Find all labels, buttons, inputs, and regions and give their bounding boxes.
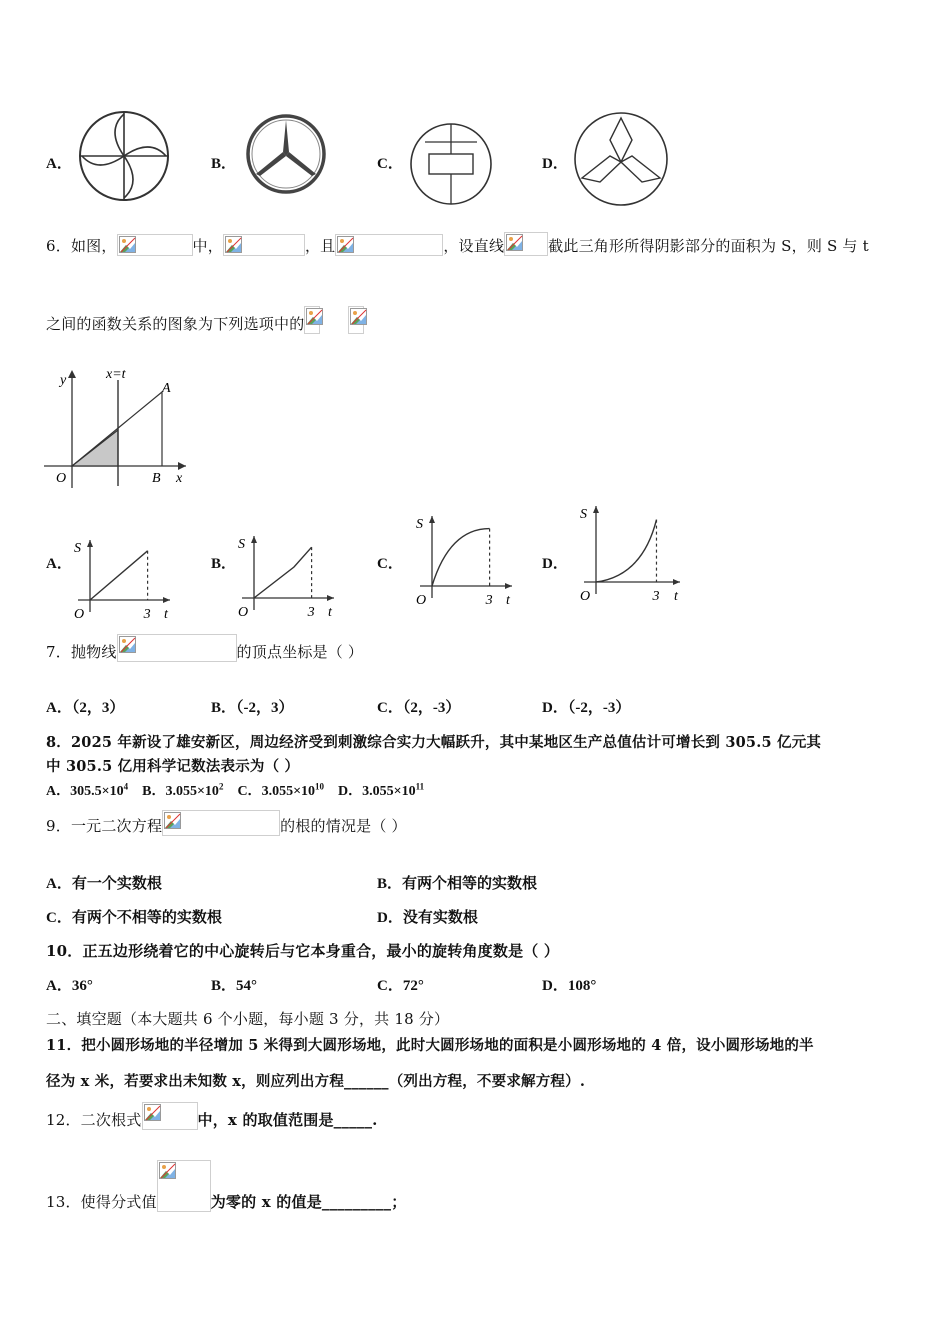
label-origin: O [416, 593, 427, 608]
q6-axis-x-label: x [176, 471, 183, 486]
q9-option-c: C．有两个不相等的实数根 [46, 910, 222, 926]
q6-option-a-graph [68, 522, 178, 622]
broken-image-icon [304, 306, 320, 334]
q6-stem-line2 [46, 306, 364, 334]
q6-origin-label: O [56, 471, 67, 486]
q5-option-b-label: B． [211, 156, 237, 172]
q5-figure-d-three-diamonds [572, 110, 670, 208]
q6-text-2: ，且 [304, 237, 336, 255]
q8-option-a: A．$305.5\times 10^4$ [46, 781, 129, 799]
axis-t-arrow [327, 595, 334, 601]
axis-t-arrow [673, 579, 680, 585]
q6-text-1: 中， [192, 237, 223, 255]
q6-number: 6．如图， [46, 237, 117, 255]
label-three: 3 [307, 605, 315, 618]
label-origin: O [238, 605, 249, 618]
q9-option-b: B．有两个相等的实数根 [377, 876, 538, 892]
q6-axis-y-label: y [60, 373, 67, 388]
q6-option-b-graph [232, 518, 342, 618]
q8-stem-line2: 中 305.5 亿用科学记数法表示为（ ） [46, 758, 300, 775]
broken-image-icon [117, 634, 237, 662]
q7-pre: 7．抛物线 [46, 643, 117, 661]
broken-image-glyph [337, 236, 355, 254]
q8-options [46, 780, 424, 800]
q11-stem-line1: 11．把小圆形场地的半径增加 5 米得到大圆形场地，此时大圆形场地的面积是小圆形场地的 4 倍，设小圆形场地的半 [46, 1037, 814, 1054]
q12-stem [46, 1102, 378, 1130]
q8-option-d: D．$3.055\times 10^{11}$ [338, 781, 425, 799]
broken-image-icon [157, 1160, 211, 1212]
label-t: t [674, 589, 678, 604]
broken-image-glyph [164, 812, 182, 830]
q6-text-4: 截此三角形所得阴影部分的面积为 S，则 S 与 t [548, 237, 869, 255]
broken-image-glyph [159, 1162, 177, 1180]
q5-figure-c-circle-rect [407, 120, 495, 208]
q10-option-c: C．72° [377, 978, 424, 994]
q9-pre: 9．一元二次方程 [46, 817, 163, 835]
label-origin: O [580, 589, 591, 604]
q6-option-c-label: C． [377, 556, 403, 572]
broken-image-glyph [306, 308, 324, 326]
q9-option-a: A．有一个实数根 [46, 876, 162, 892]
q13-pre: 13．使得分式值 [46, 1193, 157, 1211]
q10-option-d: D．108° [542, 978, 597, 994]
q5-option-a-label: A． [46, 156, 72, 172]
curve-s-of-t [254, 547, 312, 598]
q7-option-d: D．（-2，-3） [542, 700, 631, 716]
q10-stem: 10．正五边形绕着它的中心旋转后与它本身重合，最小的旋转角度数是（ ） [46, 942, 560, 960]
label-t: t [164, 607, 168, 622]
label-t: t [328, 605, 332, 618]
label-three: 3 [652, 589, 660, 604]
q5-figure-a-pinwheel [76, 108, 172, 204]
q8-option-c: C．$3.055\times 10^{10}$ [237, 781, 325, 799]
q8-stem-line1: 8．2025 年新设了雄安新区，周边经济受到刺激综合实力大幅跃升，其中某地区生产总值估计可增长到 305.5 亿元其 [46, 734, 822, 751]
label-s: S [416, 517, 423, 532]
q12-pre: 12．二次根式 [46, 1111, 142, 1129]
q7-option-a: A．（2，3） [46, 700, 125, 716]
q6-option-d-label: D． [542, 556, 568, 572]
q6-option-b-label: B． [211, 556, 237, 572]
q11-stem-line2: 径为 x 米，若要求出未知数 x，则应列出方程______（列出方程，不要求解方程）. [46, 1073, 586, 1090]
curve-s-of-t [596, 520, 656, 582]
q13-stem [46, 1160, 406, 1212]
broken-image-glyph [225, 236, 243, 254]
curve-s-of-t [90, 551, 148, 600]
q12-post: 中，x 的取值范围是_____. [197, 1111, 378, 1129]
q6-option-d-graph [568, 496, 688, 606]
q7-option-c: C．（2，-3） [377, 700, 461, 716]
broken-image-glyph [350, 308, 368, 326]
broken-image-glyph [144, 1104, 162, 1122]
broken-image-glyph [119, 636, 137, 654]
q6-option-c-graph [402, 502, 522, 612]
q5-option-d-label: D． [542, 156, 568, 172]
label-s: S [74, 541, 81, 556]
q9-option-d: D．没有实数根 [377, 910, 478, 926]
q6-point-a-label: A [162, 381, 171, 396]
q8-option-b: B．$3.055\times 10^2$ [142, 781, 224, 799]
q6-text-3: ，设直线 [443, 237, 505, 255]
axis-t-arrow [163, 597, 170, 603]
broken-image-icon [223, 234, 305, 256]
q6-text-5: 之间的函数关系的图象为下列选项中的 [46, 315, 305, 333]
broken-image-icon [162, 810, 280, 836]
label-three: 3 [485, 593, 493, 608]
q6-point-b-label: B [152, 471, 161, 486]
label-three: 3 [143, 607, 151, 622]
q6-option-a-label: A． [46, 556, 72, 572]
broken-image-glyph [119, 236, 137, 254]
q9-stem [46, 810, 407, 836]
q6-line-label: x=t [106, 367, 126, 382]
axis-t-arrow [505, 583, 512, 589]
q10-option-b: B．54° [211, 978, 258, 994]
label-t: t [506, 593, 510, 608]
q5-option-c-label: C． [377, 156, 403, 172]
q9-post: 的根的情况是（ ） [280, 817, 407, 835]
axis-s-arrow [251, 536, 257, 543]
q13-post: 为零的 x 的值是_________； [210, 1193, 407, 1211]
label-origin: O [74, 607, 85, 622]
q6-triangle-diagram [40, 362, 196, 492]
axis-s-arrow [429, 516, 435, 523]
label-s: S [580, 507, 587, 522]
broken-image-glyph [506, 234, 524, 252]
q10-option-a: A．36° [46, 978, 93, 994]
broken-image-icon [117, 234, 193, 256]
axis-s-arrow [87, 540, 93, 547]
broken-image-icon [142, 1102, 198, 1130]
axis-s-arrow [593, 506, 599, 513]
broken-image-icon [504, 232, 548, 256]
q5-figure-b-star-logo [244, 112, 328, 196]
section-2-title: 二、填空题（本大题共 6 个小题，每小题 3 分，共 18 分） [46, 1010, 450, 1028]
broken-image-icon [348, 306, 364, 334]
q7-post: 的顶点坐标是（ ） [236, 643, 364, 661]
q6-stem-line1 [46, 232, 869, 256]
broken-image-icon [335, 234, 443, 256]
q7-option-b: B．（-2，3） [211, 700, 294, 716]
label-s: S [238, 537, 245, 552]
curve-s-of-t [432, 529, 490, 586]
q7-stem [46, 634, 363, 662]
